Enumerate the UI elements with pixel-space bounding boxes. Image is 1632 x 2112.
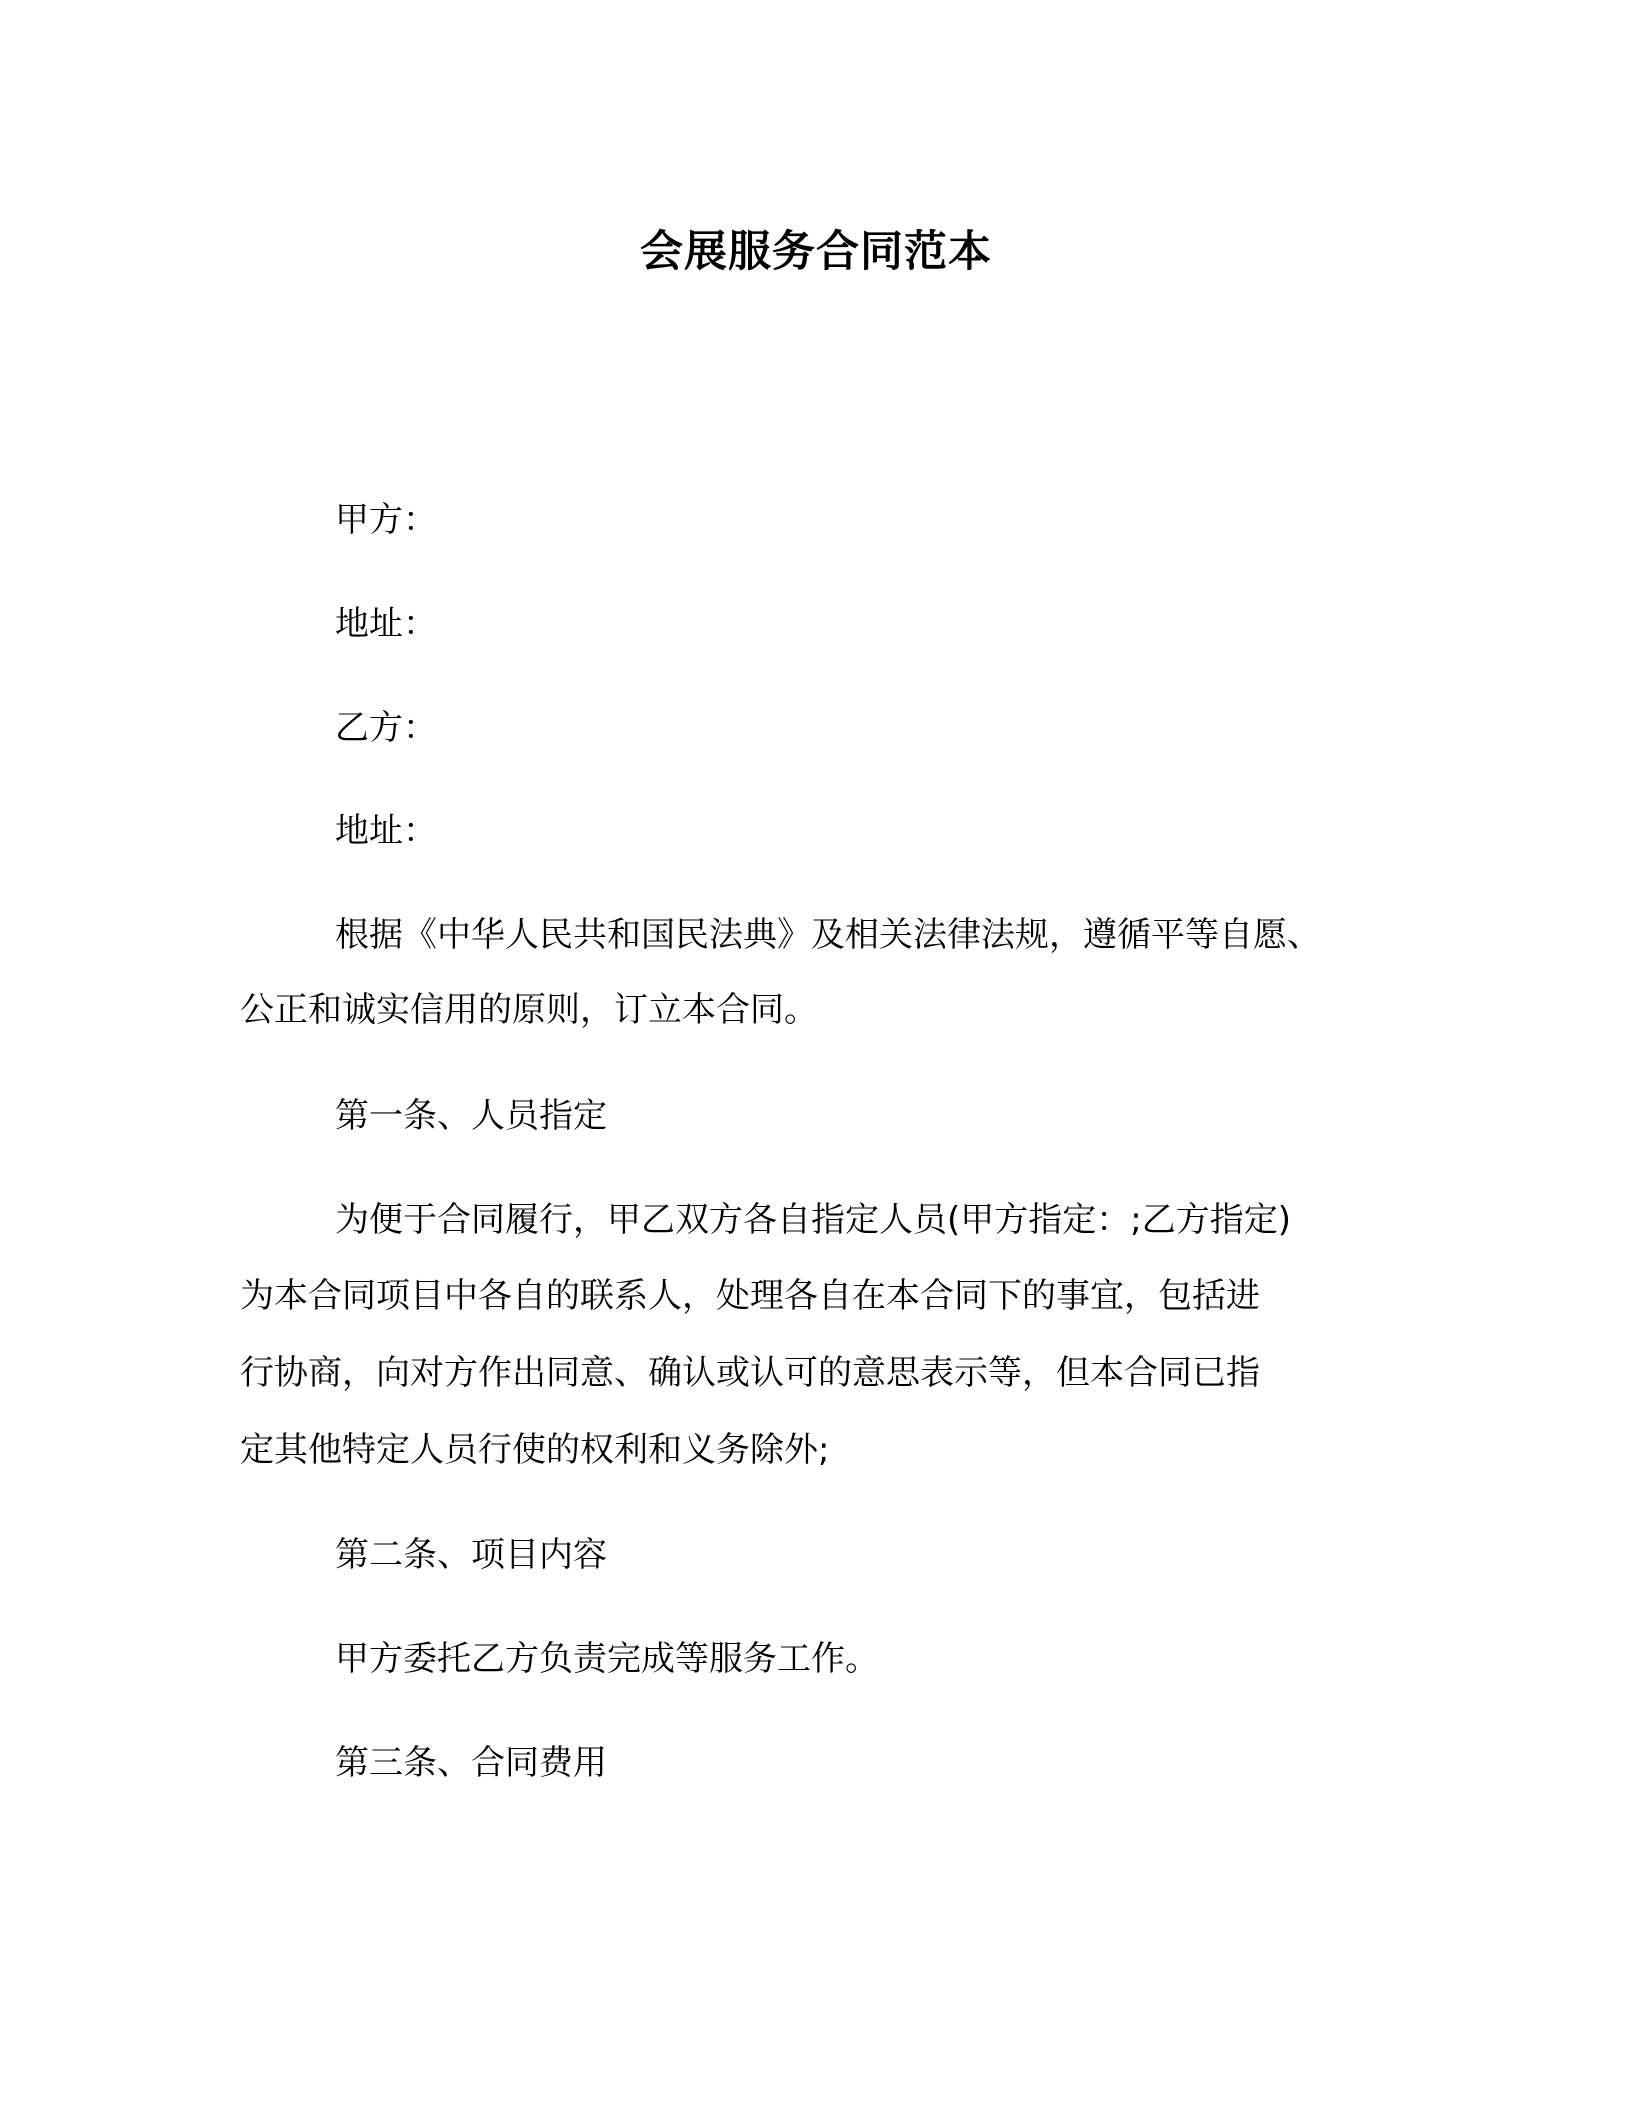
preamble-line-2: 公正和诚实信用的原则，订立本合同。	[240, 990, 818, 1030]
party-b-label: 乙方：	[335, 708, 437, 748]
article1-line-4: 定其他特定人员行使的权利和义务除外;	[240, 1430, 830, 1470]
article1-heading: 第一条、人员指定	[335, 1096, 607, 1136]
article2-line-1: 甲方委托乙方负责完成等服务工作。	[335, 1639, 879, 1679]
document-title: 会展服务合同范本	[640, 227, 992, 277]
article2-heading: 第二条、项目内容	[335, 1535, 607, 1575]
article1-line-1: 为便于合同履行，甲乙双方各自指定人员(甲方指定：;乙方指定)	[335, 1200, 1291, 1240]
preamble-line-1: 根据《中华人民共和国民法典》及相关法律法规，遵循平等自愿、	[335, 915, 1321, 955]
address-a-label: 地址：	[335, 604, 437, 644]
party-a-label: 甲方：	[335, 500, 437, 540]
address-b-label: 地址：	[335, 811, 437, 851]
article3-heading: 第三条、合同费用	[335, 1743, 607, 1783]
article1-line-2: 为本合同项目中各自的联系人，处理各自在本合同下的事宜，包括进	[240, 1276, 1260, 1316]
article1-line-3: 行协商，向对方作出同意、确认或认可的意思表示等，但本合同已指	[240, 1353, 1260, 1393]
